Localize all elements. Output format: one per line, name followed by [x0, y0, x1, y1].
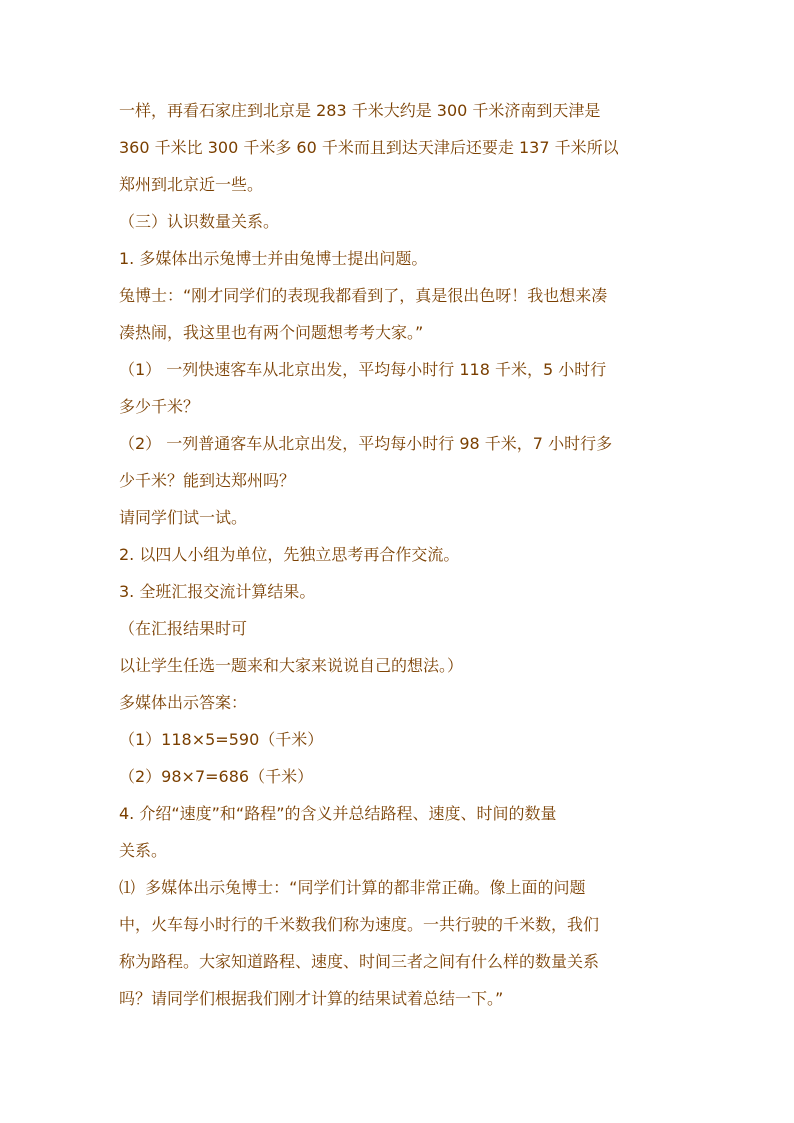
- text-line: （2） 一列普通客车从北京出发，平均每小时行 98 千米，7 小时行多: [119, 434, 613, 453]
- text-line: 兔博士：“刚才同学们的表现我都看到了，真是很出色呀！我也想来凑: [119, 286, 608, 305]
- section-heading: （三）认识数量关系。: [119, 212, 280, 231]
- text-line: 请同学们试一试。: [119, 508, 248, 527]
- text-line: 2. 以四人小组为单位，先独立思考再合作交流。: [119, 545, 460, 564]
- text-line: 以让学生任选一题来和大家来说说自己的想法。）: [119, 656, 464, 675]
- text-line: 360 千米比 300 千米多 60 千米而且到达天津后还要走 137 千米所以: [119, 138, 619, 157]
- text-line: 多少千米？: [119, 397, 200, 416]
- text-line: （1）118×5=590（千米）: [119, 730, 324, 749]
- text-line: （1） 一列快速客车从北京出发，平均每小时行 118 千米，5 小时行: [119, 360, 607, 379]
- text-line: 3. 全班汇报交流计算结果。: [119, 582, 316, 601]
- text-line: （2）98×7=686（千米）: [119, 767, 314, 786]
- text-line: 多媒体出示答案：: [119, 693, 248, 712]
- text-line: 一样，再看石家庄到北京是 283 千米大约是 300 千米济南到天津是: [119, 101, 601, 120]
- text-line: 称为路程。大家知道路程、速度、时间三者之间有什么样的数量关系: [119, 952, 600, 971]
- text-line: 少千米？能到达郑州吗？: [119, 471, 296, 490]
- text-line: 4. 介绍“速度”和“路程”的含义并总结路程、速度、时间的数量: [119, 804, 557, 823]
- text-line: （在汇报结果时可: [119, 619, 248, 638]
- text-line: 吗？请同学们根据我们刚才计算的结果试着总结一下。”: [119, 989, 504, 1008]
- text-line: 凑热闹，我这里也有两个问题想考考大家。”: [119, 323, 424, 342]
- text-line: 1. 多媒体出示兔博士并由兔博士提出问题。: [119, 249, 428, 268]
- text-line: 中，火车每小时行的千米数我们称为速度。一共行驶的千米数，我们: [119, 915, 600, 934]
- text-line: 关系。: [119, 841, 168, 860]
- text-line: 郑州到北京近一些。: [119, 175, 264, 194]
- document-body: [119, 92, 699, 1017]
- text-line: ⑴ 多媒体出示兔博士：“同学们计算的都非常正确。像上面的问题: [119, 878, 586, 897]
